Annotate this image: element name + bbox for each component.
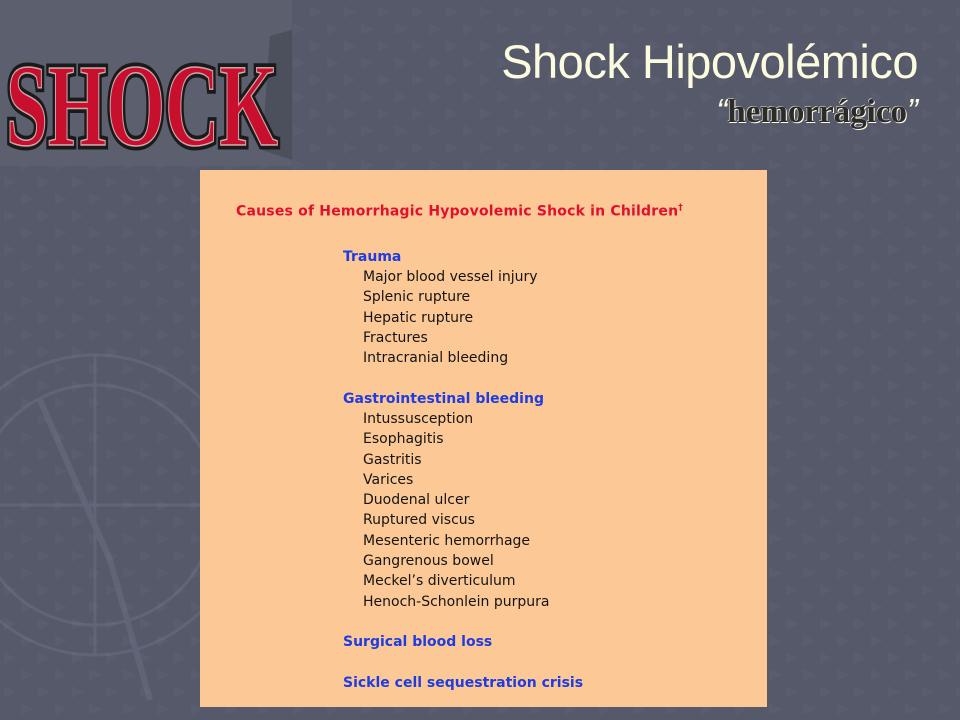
list-item: Intussusception <box>363 411 474 427</box>
list-item: Gastritis <box>363 451 422 468</box>
section-sickle-cell <box>343 673 583 693</box>
list-item: Ruptured viscus <box>363 512 475 529</box>
section-trauma <box>343 247 538 368</box>
list-item: Esophagitis <box>363 431 444 448</box>
panel-heading-text: Causes of Hemorrhagic Hypovolemic Shock in Children <box>236 203 679 220</box>
panel-heading <box>236 203 683 220</box>
causes-panel <box>200 170 767 707</box>
section-title: Surgical blood loss <box>343 634 493 650</box>
quote-close: ” <box>907 92 918 129</box>
title-subtitle <box>501 92 918 131</box>
quote-open: “ <box>716 92 728 129</box>
section-gastrointestinal <box>343 389 549 612</box>
list-item: Major blood vessel injury <box>363 269 538 285</box>
list-item: Intracranial bleeding <box>363 350 509 367</box>
logo-text: SHOCK <box>6 40 278 166</box>
section-title: Trauma <box>343 249 402 265</box>
list-item: Splenic rupture <box>363 289 471 306</box>
list-item: Hepatic rupture <box>363 309 474 326</box>
svg-text:SHOCK: SHOCK <box>6 40 278 166</box>
subtitle-bold: hemorrágico <box>727 94 907 130</box>
section-title: Gastrointestinal bleeding <box>343 391 544 407</box>
title-main: Shock Hipovolémico <box>501 35 918 88</box>
section-title: Sickle cell sequestration crisis <box>343 675 584 691</box>
list-item: Gangrenous bowel <box>363 553 494 570</box>
list-item: Duodenal ulcer <box>363 492 470 509</box>
section-surgical <box>343 632 492 652</box>
list-item: Mesenteric hemorrhage <box>363 532 531 549</box>
slide-title <box>501 34 918 131</box>
list-item: Meckel’s diverticulum <box>363 573 516 590</box>
shock-logo <box>0 0 292 166</box>
list-item: Henoch-Schonlein purpura <box>363 593 550 610</box>
list-item: Fractures <box>363 329 428 346</box>
panel-heading-mark: † <box>678 203 683 213</box>
list-item: Varices <box>363 471 414 488</box>
